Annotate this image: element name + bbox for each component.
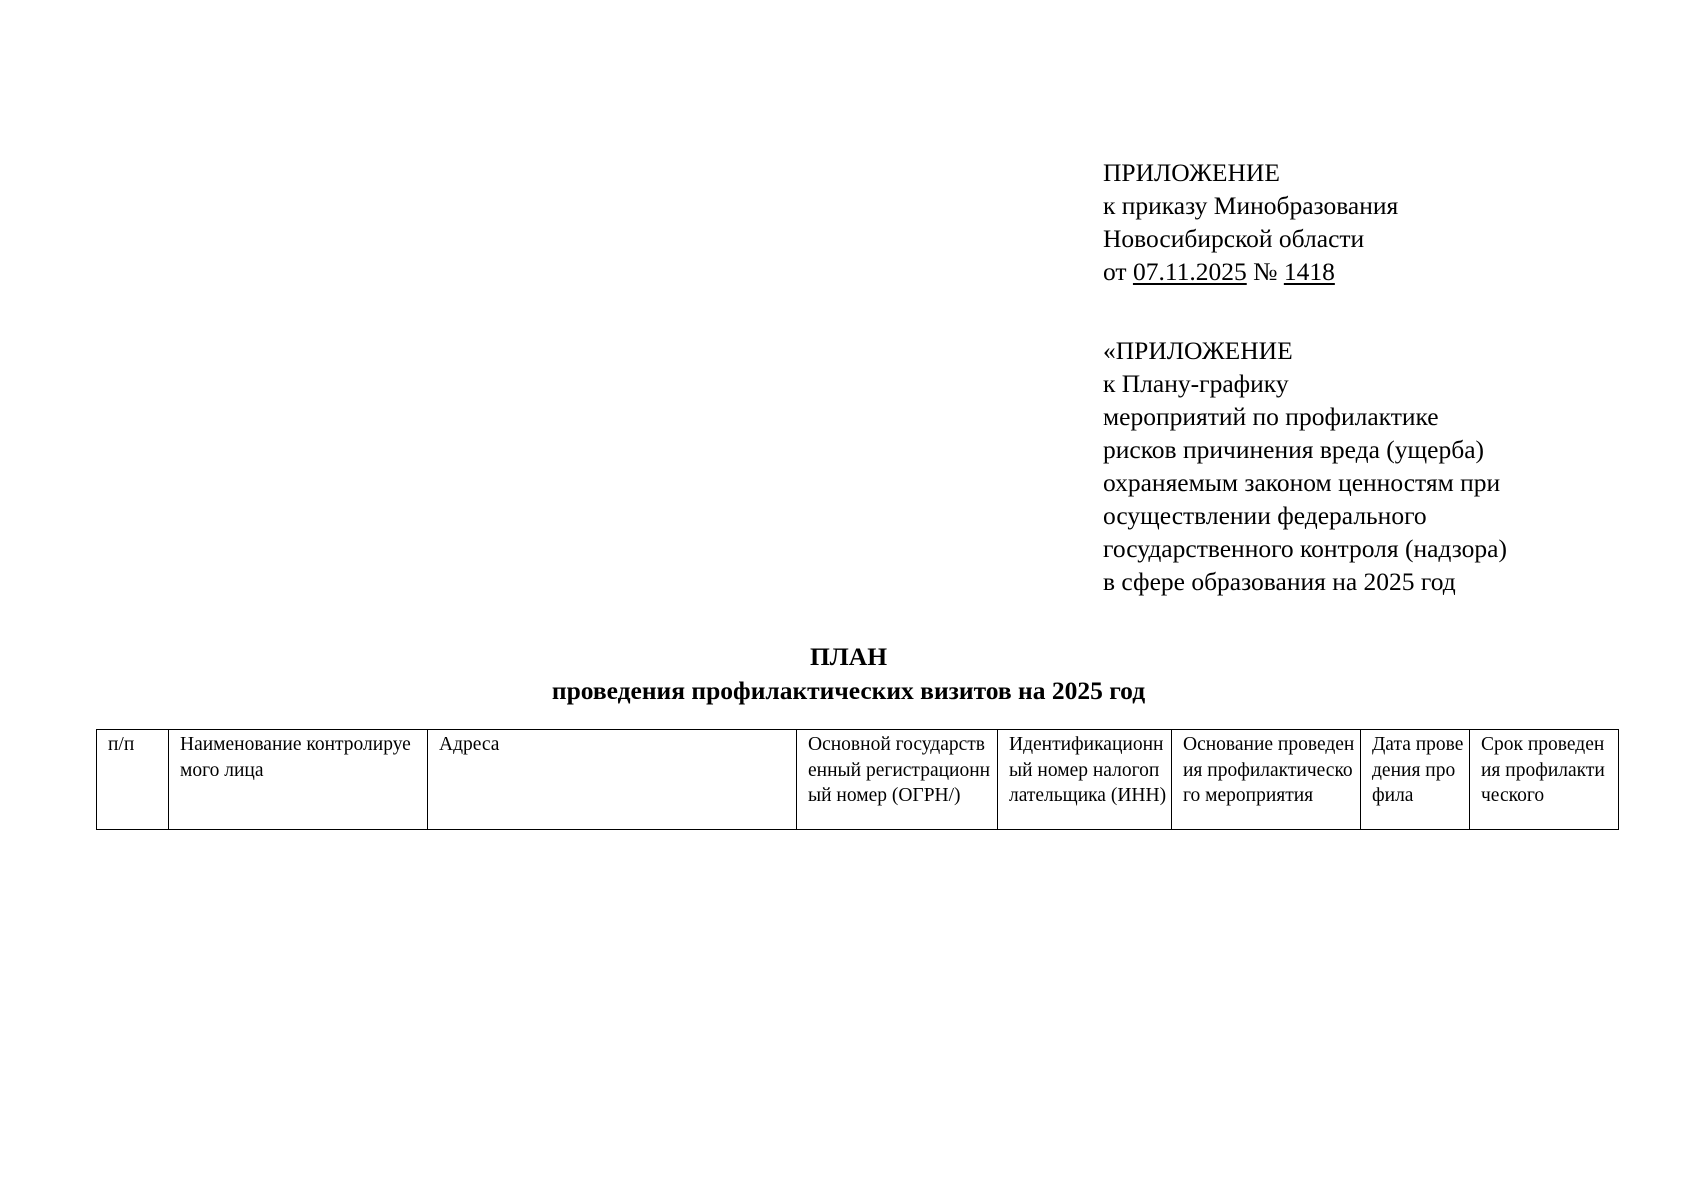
header-cell-address: Адреса bbox=[428, 730, 797, 830]
title-main: ПЛАН bbox=[809, 642, 888, 671]
date-prefix: от bbox=[1103, 257, 1133, 286]
header-cell-ogrn: Основной государственный регистрационный номер (ОГРН/) bbox=[797, 730, 998, 830]
appendix-region-line: Новосибирской области bbox=[1103, 224, 1365, 253]
header-cell-inn: Идентификационный номер налогоплательщика (ИНН) bbox=[998, 730, 1172, 830]
number-sign: № bbox=[1246, 257, 1284, 286]
plan-appendix-line: к Плану-графику bbox=[1103, 369, 1289, 398]
plan-appendix-line: государственного контроля (надзора) bbox=[1103, 534, 1507, 563]
title-subtitle: проведения профилактических визитов на 2025 год bbox=[551, 676, 1146, 705]
order-date: 07.11.2025 bbox=[1132, 257, 1247, 286]
appendix-heading: ПРИЛОЖЕНИЕ bbox=[1103, 158, 1280, 187]
header-cell-basis: Основание проведения профилактического мероприятия bbox=[1172, 730, 1361, 830]
appendix-header bbox=[1103, 156, 1398, 288]
document-title bbox=[0, 640, 1697, 708]
header-cell-date: Дата проведения профила bbox=[1361, 730, 1470, 830]
order-number: 1418 bbox=[1283, 257, 1335, 286]
plan-appendix-line: осуществлении федерального bbox=[1103, 501, 1427, 530]
plan-appendix-header bbox=[1103, 334, 1507, 598]
plan-appendix-line: в сфере образования на 2025 год bbox=[1103, 567, 1456, 596]
plan-appendix-line: «ПРИЛОЖЕНИЕ bbox=[1103, 336, 1293, 365]
visits-plan-table bbox=[96, 729, 1619, 830]
table-header-row bbox=[97, 730, 1619, 830]
header-cell-number: п/п bbox=[97, 730, 169, 830]
plan-appendix-line: рисков причинения вреда (ущерба) bbox=[1103, 435, 1485, 464]
appendix-date-line bbox=[1103, 255, 1398, 288]
plan-appendix-line: охраняемым законом ценностям при bbox=[1103, 468, 1501, 497]
plan-appendix-line: мероприятий по профилактике bbox=[1103, 402, 1439, 431]
header-cell-name: Наименование контролируемого лица bbox=[169, 730, 428, 830]
appendix-order-line: к приказу Минобразования bbox=[1103, 191, 1399, 220]
header-cell-term: Срок проведения профилактического bbox=[1470, 730, 1619, 830]
